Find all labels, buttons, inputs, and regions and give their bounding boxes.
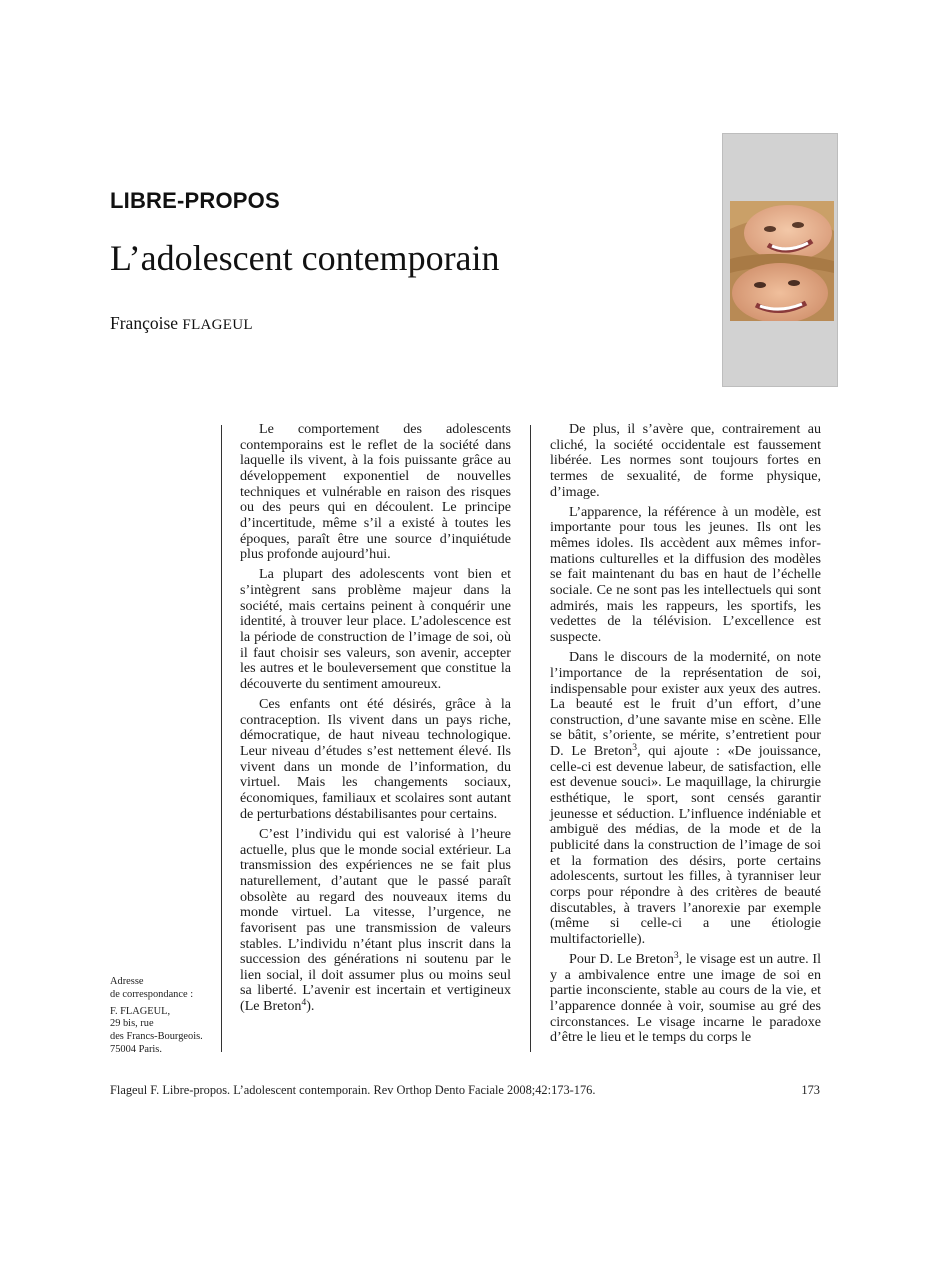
address-line: des Francs-Bourgeois.	[110, 1031, 203, 1043]
reference-marker: 4	[301, 998, 307, 1009]
paragraph: Ces enfants ont été désirés, grâce à la contraception. Ils vivent dans un pays riche, démocratique, de haut niveau technologique. Leur niveau d’études s’est nettement élevé. Ils vivent dans un monde de l’information, du virtuel. Mais les changements sociaux, économiques, familiaux et scolaires sont autant de perturbations déstabilisantes pour certains.	[240, 696, 511, 822]
portrait-photo	[730, 201, 834, 321]
paragraph	[550, 650, 821, 947]
article-title: L’adolescent contemporain	[110, 238, 500, 278]
illustration-panel	[722, 133, 838, 387]
author-last-name: FLAGEUL	[182, 317, 253, 333]
paragraph: Le comportement des adolescents contemporains est le reflet de la société dans laquelle ils vivent, à la fois puissante grâce au développement exponentiel de nouvelles techniques et vulnérable en raison des risques ou des peurs qui en découlent. Le principe d’incertitude, même s’il a existé à toutes les époques, paraît être une source d’inquiétude plus profonde aujourd’hui.	[240, 421, 511, 563]
reference-marker: 3	[632, 743, 638, 754]
address-line: 29 bis, rue	[110, 1018, 154, 1030]
author	[110, 313, 253, 334]
page-number: 173	[801, 1083, 820, 1097]
paragraph-text: C’est l’individu qui est valorisé à l’heure actuelle, plus que le monde social extérieur. La transmission des expériences ne se fait plus naturellement, d’autant que le passé paraît obsolète au regard des nouveaux items du monde virtuel. La vitesse, l’urgence, ne favorisent pas une transmission de valeurs stables. L’individu n’étant plus inscrit dans la succession des générations ni soutenu par le lien social, il doit assumer plus ou moins seul sa liberté. L’avenir est incertain et vertigineux (Le Breton	[240, 825, 511, 1015]
paragraph: La plupart des adolescents vont bien et s’intègrent sans problème majeur dans la société, mais certains peinent à conquérir une identité, à trouver leur place. L’adolescence est la période de construction de l’image de soi, où il faut choisir ses valeurs, son avenir, accepter les autres et le bouleversement que constitue la découverte du sentiment amoureux.	[240, 566, 511, 692]
paragraph-text: Pour D. Le Breton	[569, 951, 674, 968]
body-column-1	[240, 422, 511, 1019]
author-first-name: Françoise	[110, 313, 179, 333]
address-line: F. FLAGEUL,	[110, 1005, 171, 1017]
section-label: LIBRE-PROPOS	[110, 188, 280, 213]
paragraph	[550, 952, 821, 1046]
paragraph-text: , le visage est un autre. Il y a ambivalence entre une image de soi en partie inconsciente, stable au cours de la vie, et l’apparence donnée à voir, soumise au gré des circonstances. Le visage incarne le paradoxe d’être le lieu et le temps du corps le	[550, 951, 822, 1046]
paragraph: L’apparence, la référence à un modèle, est importante pour tous les jeunes. Ils ont les mêmes idoles. Ils accèdent aux mêmes informations culturelles et la diffusion des modèles se fait maintenant du bas en haut de l’échelle sociale. Ce ne sont pas les intellectuels qui sont admirés, mais les rappeurs, les sportifs, les vedettes de la télévision. L’excellence est suspecte.	[550, 503, 821, 646]
paragraph	[240, 827, 511, 1015]
address-label-line: Adresse	[110, 976, 144, 987]
address-label	[110, 976, 214, 1002]
middle-column-rule	[530, 425, 531, 1052]
paragraph-text: Dans le discours de la modernité, on note l’importance de la représentation de soi, indispensable pour exister aux yeux des autres. La beauté est le fruit d’un effort, d’une construction, d’une savante mise en scène. Elle se bâtit, s’oriente, se mérite, s’entretient pour D. Le Breton	[550, 649, 821, 760]
left-column-rule	[221, 425, 222, 1052]
citation-footer: Flageul F. Libre-propos. L’adolescent contemporain. Rev Orthop Dento Faciale 2008;42:173-176.	[110, 1083, 596, 1097]
correspondence-address	[110, 976, 214, 1057]
paragraph-text: ).	[306, 998, 315, 1015]
address-label-line: de correspondance :	[110, 988, 194, 1000]
paragraph-text: , qui ajoute : «De jouissance, celle-ci est devenue labeur, de satisfaction, elle est devenue souci». Le maquillage, la chirurgie esthétique, le sport, sont censés garantir jeunesse et séduction. L’influence indéniable et ambiguë des médias, de la mode et de la publicité dans la construction de l’image de soi et la formation des désirs, porte certains adolescents, surtout les filles, à tyranniser leur corps pour répondre à des critères de beauté discutables, à travers l’anorexie par exemple (même si celle-ci a une étiologie multifactorielle).	[550, 743, 821, 947]
body-column-2	[550, 422, 821, 1051]
paragraph: De plus, il s’avère que, contrairement au cliché, la société occidentale est faussement libérée. Les normes sont toujours fortes en termes de sexualité, de forme physique, d’image.	[550, 421, 821, 500]
address-line: 75004 Paris.	[110, 1043, 162, 1055]
reference-marker: 3	[673, 951, 679, 962]
